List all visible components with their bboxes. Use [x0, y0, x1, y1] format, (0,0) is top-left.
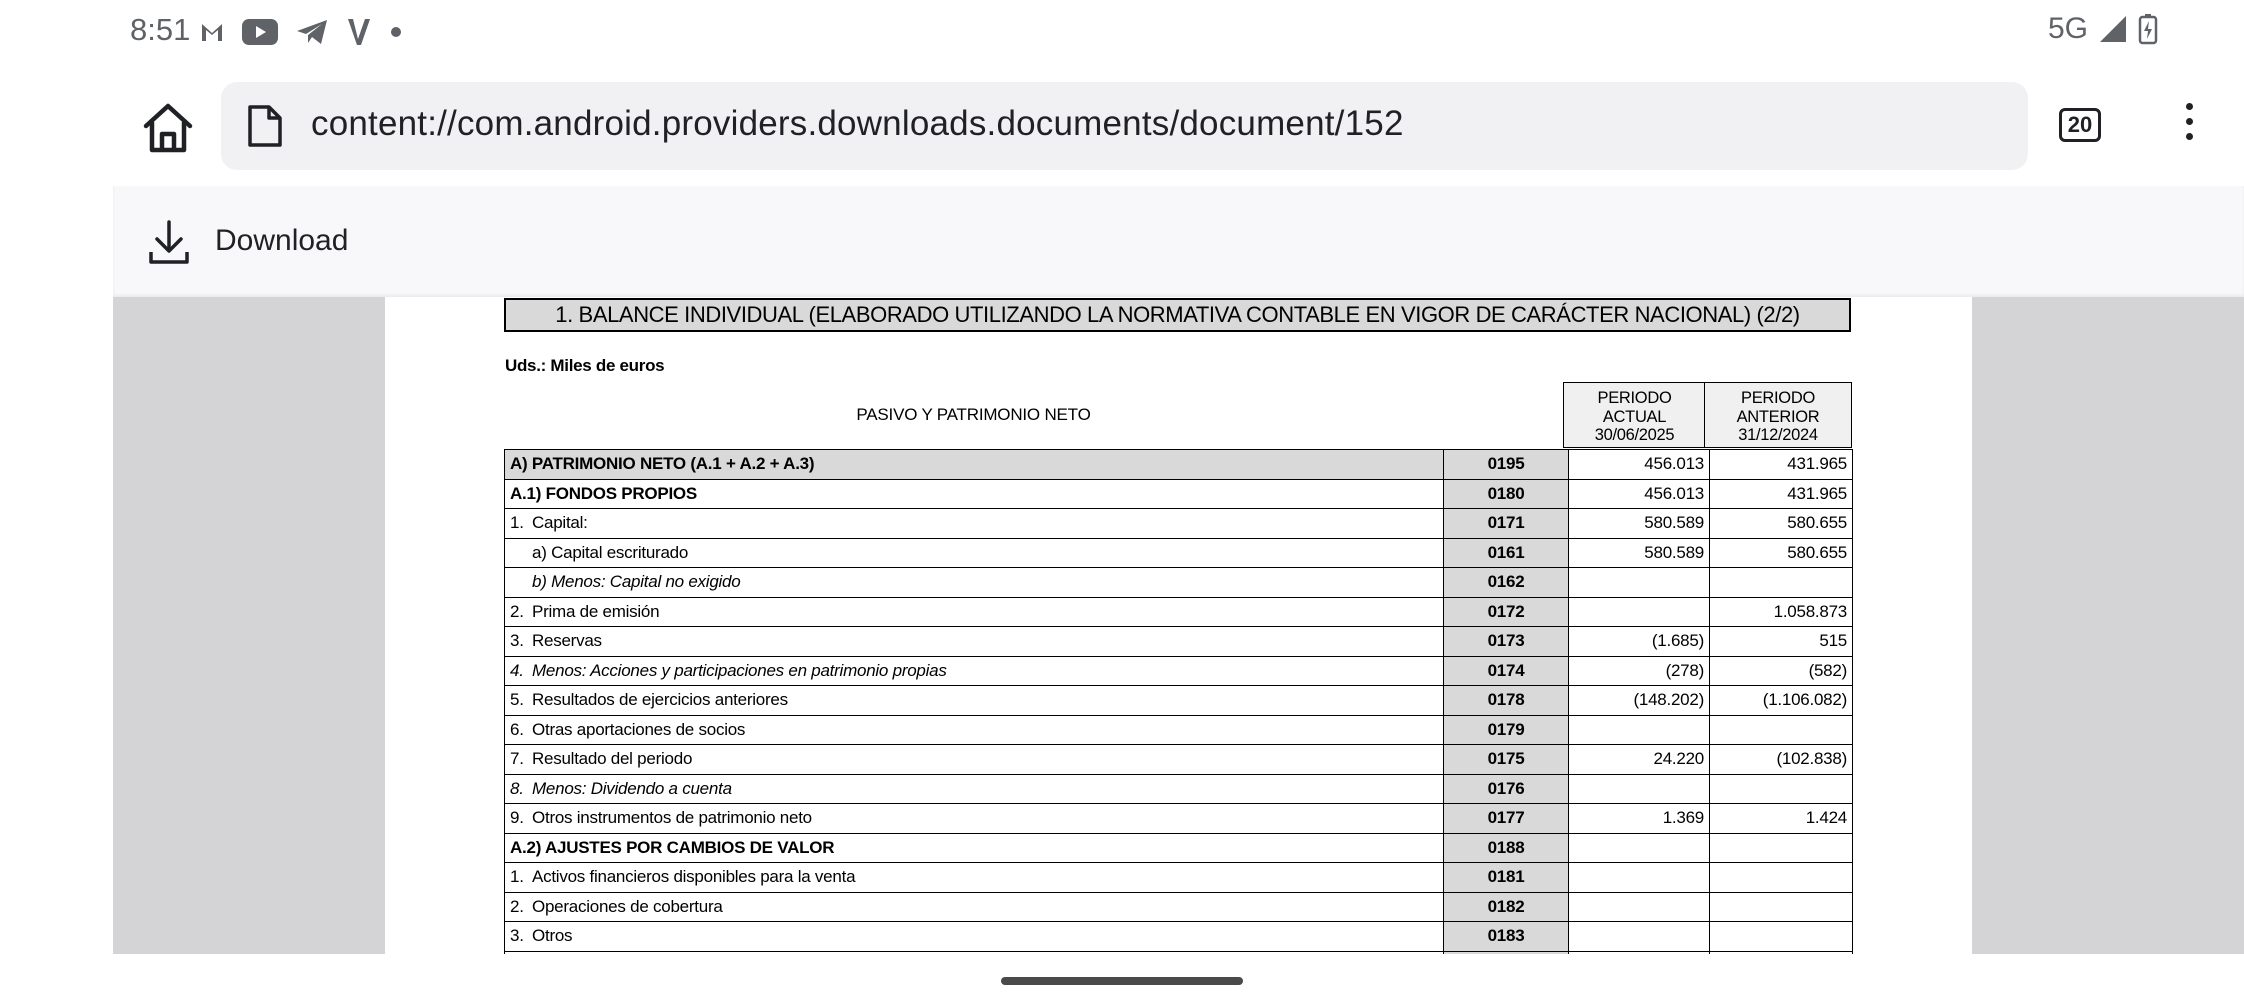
table-row	[505, 922, 1853, 952]
row-code: 0181	[1444, 863, 1569, 893]
status-time: 8:51	[130, 12, 191, 47]
row-label-text: Resultado del periodo	[532, 749, 693, 769]
row-label-text: Menos: Acciones y participaciones en patrimonio propias	[532, 660, 947, 680]
row-label	[505, 627, 1444, 657]
row-code	[1444, 951, 1569, 954]
row-label-text: Prima de emisión	[532, 601, 660, 621]
row-value-anterior	[1710, 774, 1853, 804]
vivaldi-icon	[346, 17, 372, 47]
table-row	[505, 686, 1853, 716]
row-label-text: Reservas	[532, 631, 602, 651]
row-value-actual	[1569, 597, 1710, 627]
row-label-text: Operaciones de cobertura	[532, 896, 723, 916]
table-row	[505, 715, 1853, 745]
row-number: 2.	[510, 896, 524, 916]
row-code: 0179	[1444, 715, 1569, 745]
status-bar	[0, 0, 2244, 64]
row-number: 9.	[510, 808, 524, 828]
gesture-nav-handle[interactable]	[1001, 977, 1243, 985]
header-actual-line2: ACTUAL	[1602, 407, 1667, 426]
row-label-text: Menos: Dividendo a cuenta	[532, 778, 732, 798]
row-code: 0180	[1444, 479, 1569, 509]
file-icon	[247, 104, 283, 148]
row-value-actual	[1569, 774, 1710, 804]
row-code: 0178	[1444, 686, 1569, 716]
header-pasivo: PASIVO Y PATRIMONIO NETO	[856, 405, 1091, 424]
table-row	[505, 833, 1853, 863]
row-code: 0162	[1444, 568, 1569, 598]
row-value-actual	[1569, 951, 1710, 954]
row-code: 0161	[1444, 538, 1569, 568]
youtube-icon	[242, 19, 278, 45]
row-value-anterior: 515	[1710, 627, 1853, 657]
row-label	[505, 922, 1444, 952]
table-row	[505, 892, 1853, 922]
download-label[interactable]: Download	[215, 224, 349, 257]
row-label	[505, 745, 1444, 775]
row-label	[505, 715, 1444, 745]
row-value-actual: (148.202)	[1569, 686, 1710, 716]
row-value-actual: 580.589	[1569, 509, 1710, 539]
row-value-actual: 24.220	[1569, 745, 1710, 775]
row-label	[505, 597, 1444, 627]
cell-signal-icon	[2098, 14, 2128, 44]
row-code: 0182	[1444, 892, 1569, 922]
row-value-anterior: (1.106.082)	[1710, 686, 1853, 716]
row-value-anterior: 580.655	[1710, 509, 1853, 539]
row-number: 1.	[510, 513, 524, 533]
home-icon[interactable]	[140, 100, 196, 156]
row-label-text: A.1) FONDOS PROPIOS	[510, 483, 697, 503]
row-label-text: Otros instrumentos de patrimonio neto	[532, 808, 812, 828]
row-value-actual: 580.589	[1569, 538, 1710, 568]
document-title: 1. BALANCE INDIVIDUAL (ELABORADO UTILIZANDO LA NORMATIVA CONTABLE EN VIGOR DE CARÁCTER NACIONAL) (2/2)	[504, 298, 1851, 332]
table-row	[505, 804, 1853, 834]
row-label	[505, 833, 1444, 863]
table-row	[505, 450, 1853, 480]
row-value-anterior	[1710, 922, 1853, 952]
row-code: 0195	[1444, 450, 1569, 480]
table-row	[505, 656, 1853, 686]
row-number: 5.	[510, 690, 524, 710]
header-actual-line3: 30/06/2025	[1594, 426, 1675, 444]
table-row	[505, 597, 1853, 627]
row-value-anterior	[1710, 568, 1853, 598]
row-number: 4.	[510, 660, 524, 680]
row-value-anterior: 580.655	[1710, 538, 1853, 568]
row-code: 0171	[1444, 509, 1569, 539]
row-value-anterior: 1.424	[1710, 804, 1853, 834]
more-options-icon[interactable]	[2174, 98, 2204, 152]
header-anterior-line2: ANTERIOR	[1736, 407, 1820, 426]
row-label	[505, 774, 1444, 804]
row-value-actual	[1569, 833, 1710, 863]
row-value-anterior: (582)	[1710, 656, 1853, 686]
row-label	[505, 951, 1444, 954]
row-number: 2.	[510, 601, 524, 621]
dot-icon	[390, 26, 402, 38]
row-label-text: a) Capital escriturado	[532, 542, 689, 562]
row-value-actual	[1569, 568, 1710, 598]
row-value-anterior: 431.965	[1710, 450, 1853, 480]
download-bar[interactable]	[113, 186, 2244, 297]
status-right	[2048, 12, 2158, 46]
row-value-anterior: (102.838)	[1710, 745, 1853, 775]
header-anterior-line3: 31/12/2024	[1738, 426, 1818, 444]
row-value-anterior	[1710, 863, 1853, 893]
row-label	[505, 509, 1444, 539]
row-number: 6.	[510, 719, 524, 739]
balance-table	[504, 449, 1853, 954]
row-code: 0176	[1444, 774, 1569, 804]
header-periodo-actual	[1563, 382, 1706, 448]
header-anterior-line1: PERIODO	[1741, 389, 1815, 407]
row-label-text: Otras aportaciones de socios	[532, 719, 746, 739]
header-actual-line1: PERIODO	[1597, 389, 1672, 407]
row-value-anterior	[1710, 833, 1853, 863]
row-value-actual	[1569, 892, 1710, 922]
row-label-text: A) PATRIMONIO NETO (A.1 + A.2 + A.3)	[510, 454, 815, 474]
table-row	[505, 951, 1853, 954]
url-text[interactable]: content://com.android.providers.downloads.documents/document/152	[311, 104, 1404, 143]
network-label: 5G	[2047, 12, 2088, 45]
row-value-actual: 456.013	[1569, 479, 1710, 509]
row-label	[505, 863, 1444, 893]
row-code: 0175	[1444, 745, 1569, 775]
row-value-actual	[1569, 922, 1710, 952]
row-label-text: Activos financieros disponibles para la venta	[532, 867, 856, 887]
row-code: 0174	[1444, 656, 1569, 686]
battery-charging-icon	[2138, 13, 2158, 45]
row-number: 3.	[510, 926, 524, 946]
row-label-text: Capital:	[532, 513, 588, 533]
table-row	[505, 745, 1853, 775]
row-label-text: A.2) AJUSTES POR CAMBIOS DE VALOR	[510, 837, 835, 857]
document-viewer[interactable]	[113, 297, 2244, 954]
table-row	[505, 774, 1853, 804]
row-label	[505, 686, 1444, 716]
row-value-actual: (278)	[1569, 656, 1710, 686]
row-label-text: b) Menos: Capital no exigido	[532, 572, 741, 592]
row-label	[505, 479, 1444, 509]
header-periodo-anterior	[1704, 382, 1852, 448]
row-value-actual: 1.369	[1569, 804, 1710, 834]
row-number: 7.	[510, 749, 524, 769]
row-number: 3.	[510, 631, 524, 651]
row-code: 0173	[1444, 627, 1569, 657]
row-label	[505, 804, 1444, 834]
row-value-actual: (1.685)	[1569, 627, 1710, 657]
table-row	[505, 538, 1853, 568]
units-label: Uds.: Miles de euros	[505, 356, 665, 375]
row-label	[505, 450, 1444, 480]
row-label	[505, 568, 1444, 598]
row-value-actual	[1569, 863, 1710, 893]
row-value-actual	[1569, 715, 1710, 745]
row-code: 0188	[1444, 833, 1569, 863]
row-value-anterior	[1710, 715, 1853, 745]
row-number: 8.	[510, 778, 524, 798]
notification-icons	[200, 14, 402, 50]
row-label-text: Resultados de ejercicios anteriores	[532, 690, 788, 710]
row-value-anterior: 431.965	[1710, 479, 1853, 509]
row-code: 0177	[1444, 804, 1569, 834]
row-label-text: Otros	[532, 926, 573, 946]
row-code: 0172	[1444, 597, 1569, 627]
address-bar[interactable]	[221, 82, 2028, 170]
row-label	[505, 892, 1444, 922]
table-row	[505, 863, 1853, 893]
gmail-icon	[200, 21, 224, 43]
table-row	[505, 627, 1853, 657]
row-value-anterior	[1710, 892, 1853, 922]
table-row	[505, 568, 1853, 598]
table-row	[505, 509, 1853, 539]
row-number: 1.	[510, 867, 524, 887]
row-value-actual: 456.013	[1569, 450, 1710, 480]
row-code: 0183	[1444, 922, 1569, 952]
tab-switcher-button[interactable]: 20	[2059, 108, 2101, 142]
row-value-anterior: 1.058.873	[1710, 597, 1853, 627]
row-label	[505, 656, 1444, 686]
row-value-anterior	[1710, 951, 1853, 954]
telegram-icon	[296, 19, 328, 45]
download-icon[interactable]	[147, 218, 191, 266]
row-label	[505, 538, 1444, 568]
pdf-page	[385, 297, 1972, 954]
table-row	[505, 479, 1853, 509]
